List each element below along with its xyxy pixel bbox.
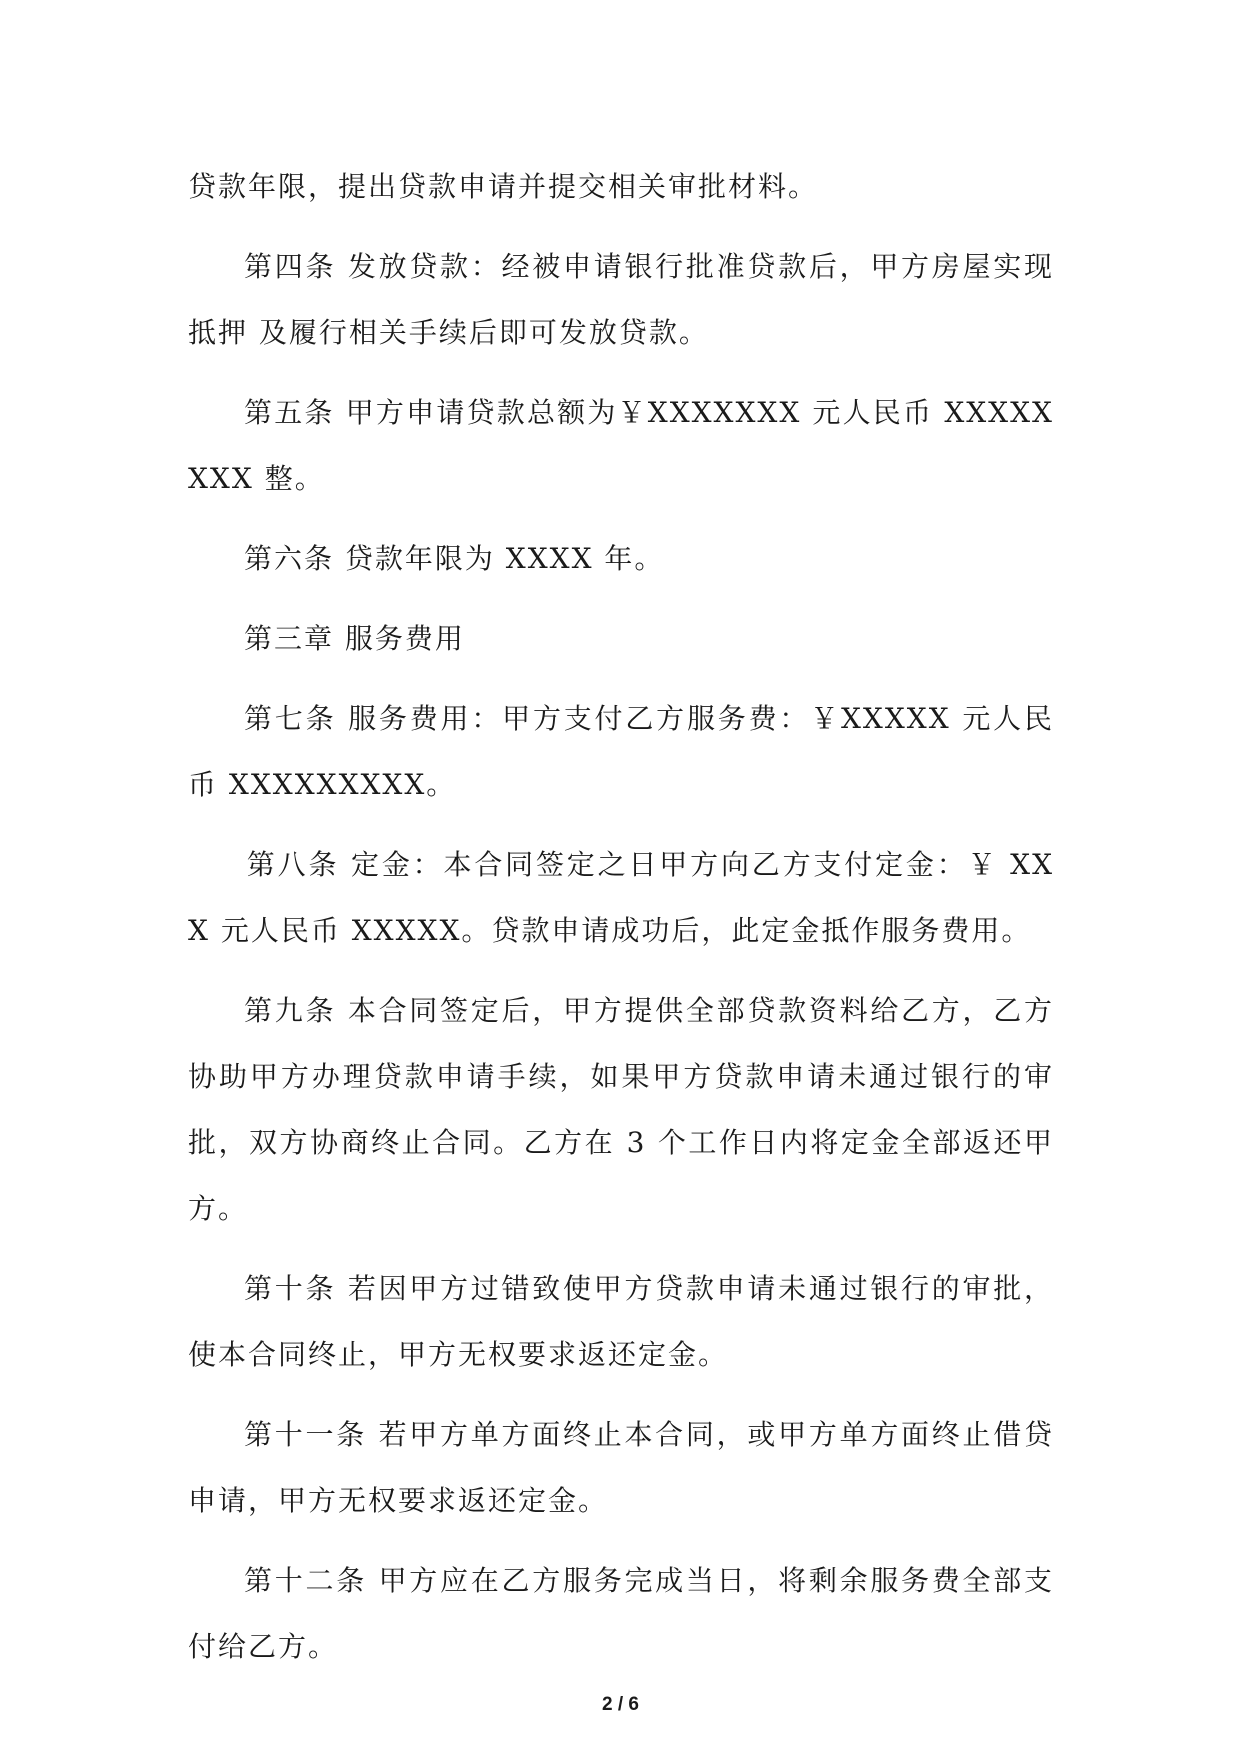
chapter-heading-3: 第三章 服务费用 [244, 622, 465, 655]
paragraph-continuation: 贷款年限，提出贷款申请并提交相关审批材料。 [188, 170, 819, 203]
paragraph-article-6: 第六条 贷款年限为 XXXX 年。 [244, 542, 665, 575]
paragraph-article-12: 第十二条 甲方应在乙方服务完成当日，将剩余服务费全部支付给乙方。 [188, 1564, 1054, 1663]
paragraph-article-8: 第八条 定金：本合同签定之日甲方向乙方支付定金：￥ XXX 元人民币 XXXXX。贷款申请成功后，此定金抵作服务费用。 [188, 848, 1054, 947]
document-body [188, 154, 1054, 1694]
page-number: 2 / 6 [602, 1694, 639, 1715]
paragraph-article-4: 第四条 发放贷款：经被申请银行批准贷款后，甲方房屋实现抵押 及履行相关手续后即可发放贷款。 [188, 250, 1054, 349]
paragraph-article-10: 第十条 若因甲方过错致使甲方贷款申请未通过银行的审批，使本合同终止，甲方无权要求返还定金。 [188, 1272, 1054, 1371]
paragraph-article-9: 第九条 本合同签定后，甲方提供全部贷款资料给乙方，乙方协助甲方办理贷款申请手续，如果甲方贷款申请未通过银行的审批，双方协商终止合同。乙方在 3 个工作日内将定金全部返还甲方。 [188, 994, 1054, 1225]
paragraph-article-7: 第七条 服务费用：甲方支付乙方服务费：￥XXXXX 元人民币 XXXXXXXXX。 [188, 702, 1054, 801]
paragraph-article-11: 第十一条 若甲方单方面终止本合同，或甲方单方面终止借贷申请，甲方无权要求返还定金。 [188, 1418, 1054, 1517]
paragraph-article-5: 第五条 甲方申请贷款总额为￥XXXXXXX 元人民币 XXXXXXXX 整。 [188, 396, 1054, 495]
